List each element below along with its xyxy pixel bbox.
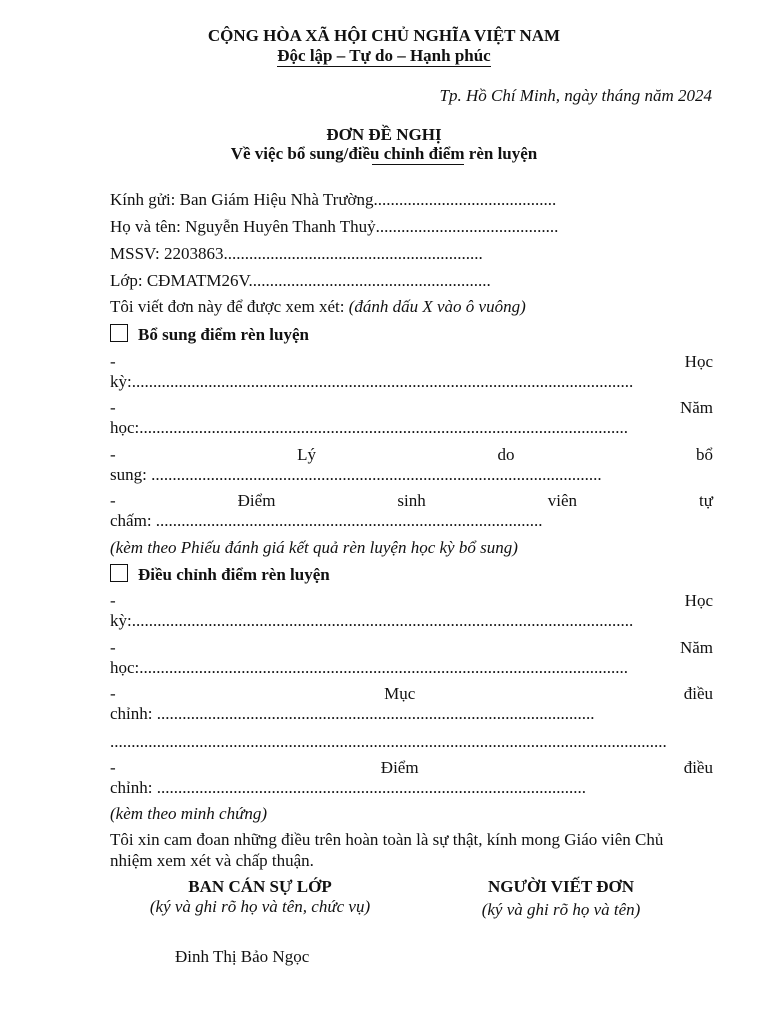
adjust-score-line: chỉnh: ..................................................................................................... [110, 778, 586, 797]
commitment-line-2: nhiệm xem xét và chấp thuận. [110, 851, 314, 870]
add-reason-line: sung: .......................................................................................................... [110, 465, 602, 484]
commitment-line-1: Tôi xin cam đoan những điều trên hoàn toàn là sự thật, kính mong Giáo viên Chủ [110, 830, 664, 849]
word: Năm [679, 398, 713, 417]
add-year-line: học:................................................................................................................... [110, 418, 629, 437]
word: tự [699, 491, 713, 510]
adjust-checkbox[interactable] [110, 564, 128, 582]
motto-text: Độc lập – Tự do – Hạnh phúc [277, 46, 491, 65]
word: - [110, 352, 116, 371]
word: điều [683, 758, 713, 777]
intro-text: Tôi viết đơn này để được xem xét: [110, 297, 349, 316]
adjust-item-words [110, 684, 713, 704]
add-score-words [110, 491, 713, 511]
adjust-year-line: học:................................................................................................................... [110, 658, 629, 677]
word: - [110, 684, 116, 703]
recipient-line: Kính gửi: Ban Giám Hiệu Nhà Trường........................................... [110, 190, 557, 209]
word: - [110, 491, 116, 510]
word: Điểm [380, 758, 419, 777]
word: Mục [384, 684, 416, 703]
right-signature-title: NGƯỜI VIẾT ĐƠN [487, 877, 635, 896]
adjust-semester-words [110, 591, 713, 611]
document-title: ĐƠN ĐỀ NGHỊ [326, 125, 442, 144]
adjust-option[interactable] [110, 564, 713, 585]
add-note: (kèm theo Phiếu đánh giá kết quả rèn luyện học kỳ bổ sung) [110, 538, 518, 557]
word: Điểm [237, 491, 276, 510]
word: Lý [297, 445, 317, 464]
word: bổ [695, 445, 713, 464]
left-signature-note: (ký và ghi rõ họ và tên, chức vụ) [149, 897, 371, 916]
add-reason-words [110, 445, 713, 465]
adjust-note: (kèm theo minh chứng) [110, 804, 268, 823]
word: Học [684, 591, 713, 610]
add-semester-words [110, 352, 713, 372]
fullname-line: Họ và tên: Nguyễn Huyên Thanh Thuỷ........................................... [110, 217, 559, 236]
student-id-line: MSSV: 2203863............................................................. [110, 244, 483, 263]
adjust-year-words [110, 638, 713, 658]
add-semester-line: kỳ:...................................................................................................................... [110, 372, 634, 391]
word: - [110, 758, 116, 777]
title-underline [372, 164, 464, 165]
adjust-item-extra-line: ................................................................................................................................... [110, 732, 667, 751]
word: - [110, 591, 116, 610]
add-score-line: chấm: ........................................................................................... [110, 511, 543, 530]
left-signature-title: BAN CÁN SỰ LỚP [188, 877, 332, 896]
left-signer-name: Đinh Thị Bảo Ngọc [175, 947, 310, 966]
add-checkbox[interactable] [110, 324, 128, 342]
word: viên [547, 491, 578, 510]
word: do [497, 445, 515, 464]
intro-line [110, 297, 713, 317]
intro-note: (đánh dấu X vào ô vuông) [348, 297, 526, 316]
adjust-score-words [110, 758, 713, 778]
add-option-label: Bổ sung điểm rèn luyện [138, 325, 309, 344]
word: sinh [397, 491, 426, 510]
adjust-item-line: chỉnh: ....................................................................................................... [110, 704, 595, 723]
word: - [110, 398, 116, 417]
class-line: Lớp: CĐMATM26V......................................................... [110, 271, 491, 290]
word: - [110, 638, 116, 657]
right-signature-note: (ký và ghi rõ họ và tên) [481, 900, 641, 919]
adjust-option-label: Điều chỉnh điểm rèn luyện [138, 565, 330, 584]
add-option[interactable] [110, 324, 713, 345]
place-date: Tp. Hồ Chí Minh, ngày tháng năm 2024 [439, 86, 712, 105]
word: Học [684, 352, 713, 371]
document-subtitle: Về việc bổ sung/điều chỉnh điểm rèn luyện [230, 144, 538, 163]
word: điều [683, 684, 713, 703]
word: - [110, 445, 116, 464]
word: Năm [679, 638, 713, 657]
nation-heading: CỘNG HÒA XÃ HỘI CHỦ NGHĨA VIỆT NAM [207, 26, 561, 45]
motto-heading [0, 46, 768, 66]
adjust-semester-line: kỳ:...................................................................................................................... [110, 611, 634, 630]
add-year-words [110, 398, 713, 418]
